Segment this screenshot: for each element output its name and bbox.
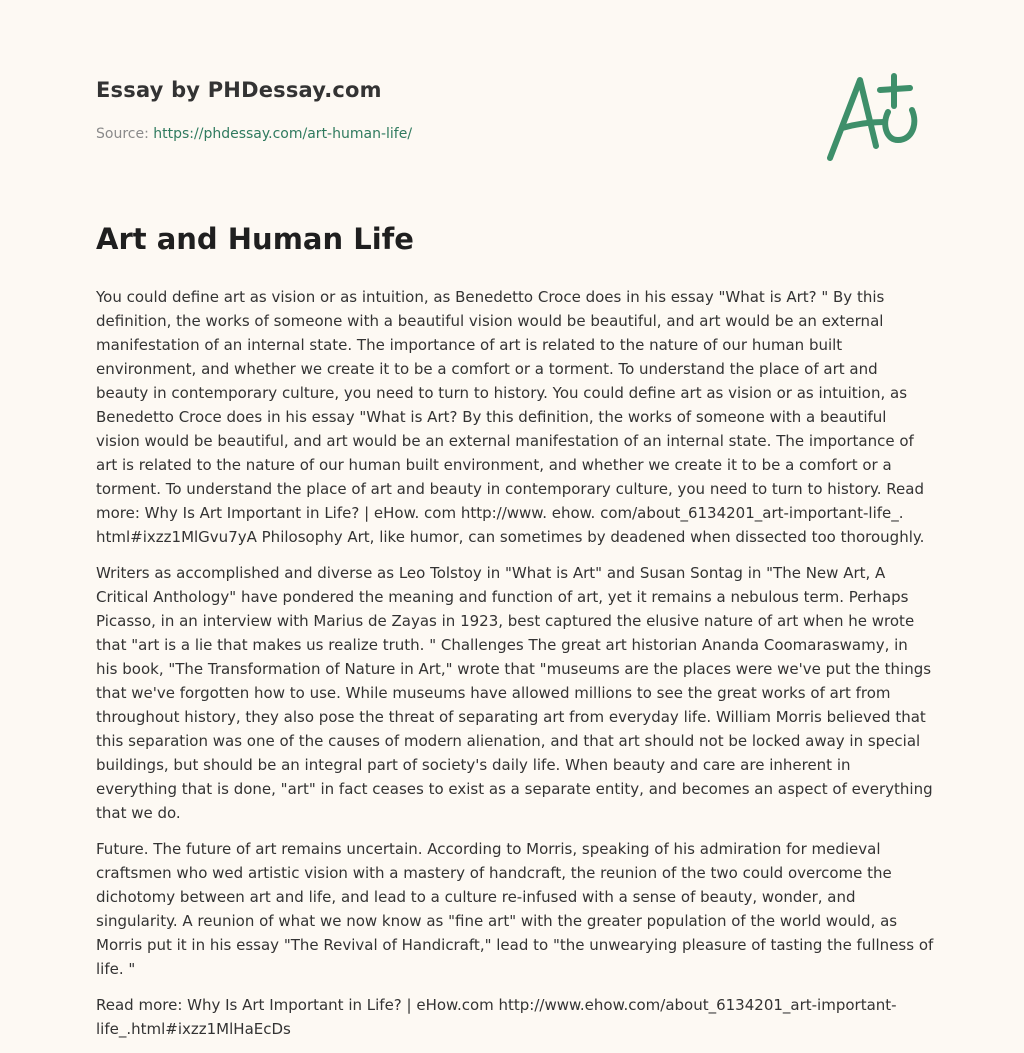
article-title: Art and Human Life — [96, 222, 414, 256]
source-line — [96, 126, 412, 142]
paragraph: Writers as accomplished and diverse as Leo Tolstoy in "What is Art" and Susan Sontag in "The New Art, A Critical Anthology" have pondered the meaning and function of art, yet it remains a nebulous term. Perhaps Picasso, in an interview with Marius de Zayas in 1923, best captured the elusive nature of art when he wrote that "art is a lie that makes us realize truth. " Challenges The great art historian Ananda Coomaraswamy, in his book, "The Transformation of Nature in Art," wrote that "museums are the places were we've put the things that we've forgotten how to use. While museums have allowed millions to see the great works of art from throughout history, they also pose the threat of separating art from everyday life. William Morris believed that this separation was one of the causes of modern alienation, and that art should not be locked away in special buildings, but should be an integral part of society's daily life. When beauty and care are inherent in everything that is done, "art" in fact ceases to exist as a separate entity, and becomes an aspect of everything that we do. — [96, 564, 933, 822]
paragraph: Future. The future of art remains uncertain. According to Morris, speaking of his admiration for medieval craftsmen who wed artistic vision with a mastery of handcraft, the reunion of the two could overcome the dichotomy between art and life, and lead to a culture re-infused with a sense of beauty, wonder, and singularity. A reunion of what we now know as "fine art" with the greater population of the world would, as Morris put it in his essay "The Revival of Handicraft," lead to "the unwearying pleasure of tasting the fullness of life. " — [96, 840, 934, 978]
paragraph: You could define art as vision or as intuition, as Benedetto Croce does in his essay "What is Art? " By this definition, the works of someone with a beautiful vision would be beautiful, and art would be an external manifestation of an internal state. The importance of art is related to the nature of our human built environment, and whether we create it to be a comfort or a torment. To understand the place of art and beauty in contemporary culture, you need to turn to history. You could define art as vision or as intuition, as Benedetto Croce does in his essay "What is Art? By this definition, the works of someone with a beautiful vision would be beautiful, and art would be an external manifestation of an internal state. The importance of art is related to the nature of our human built environment, and whether we create it to be a comfort or a torment. To understand the place of art and beauty in contemporary culture, you need to turn to history. Read more: Why Is Art Important in Life? | eHow. com http://www. ehow. com/about_6134201_art-important-life_. html#ixzz1MlGvu7yA Philosophy Art, like humor, can sometimes by deadened when dissected too thoroughly. — [96, 288, 925, 546]
read-more-paragraph: Read more: Why Is Art Important in Life? | eHow.com http://www.ehow.com/about_6134201_art-important-life_.html#ixzz1MlHaEcDs — [96, 996, 897, 1038]
source-label: Source: — [96, 126, 154, 142]
a-plus-logo-icon — [820, 66, 930, 166]
page-header — [96, 78, 412, 142]
source-link[interactable]: https://phdessay.com/art-human-life/ — [153, 126, 413, 142]
article-body — [96, 285, 934, 1053]
site-brand: Essay by PHDessay.com — [96, 78, 382, 102]
